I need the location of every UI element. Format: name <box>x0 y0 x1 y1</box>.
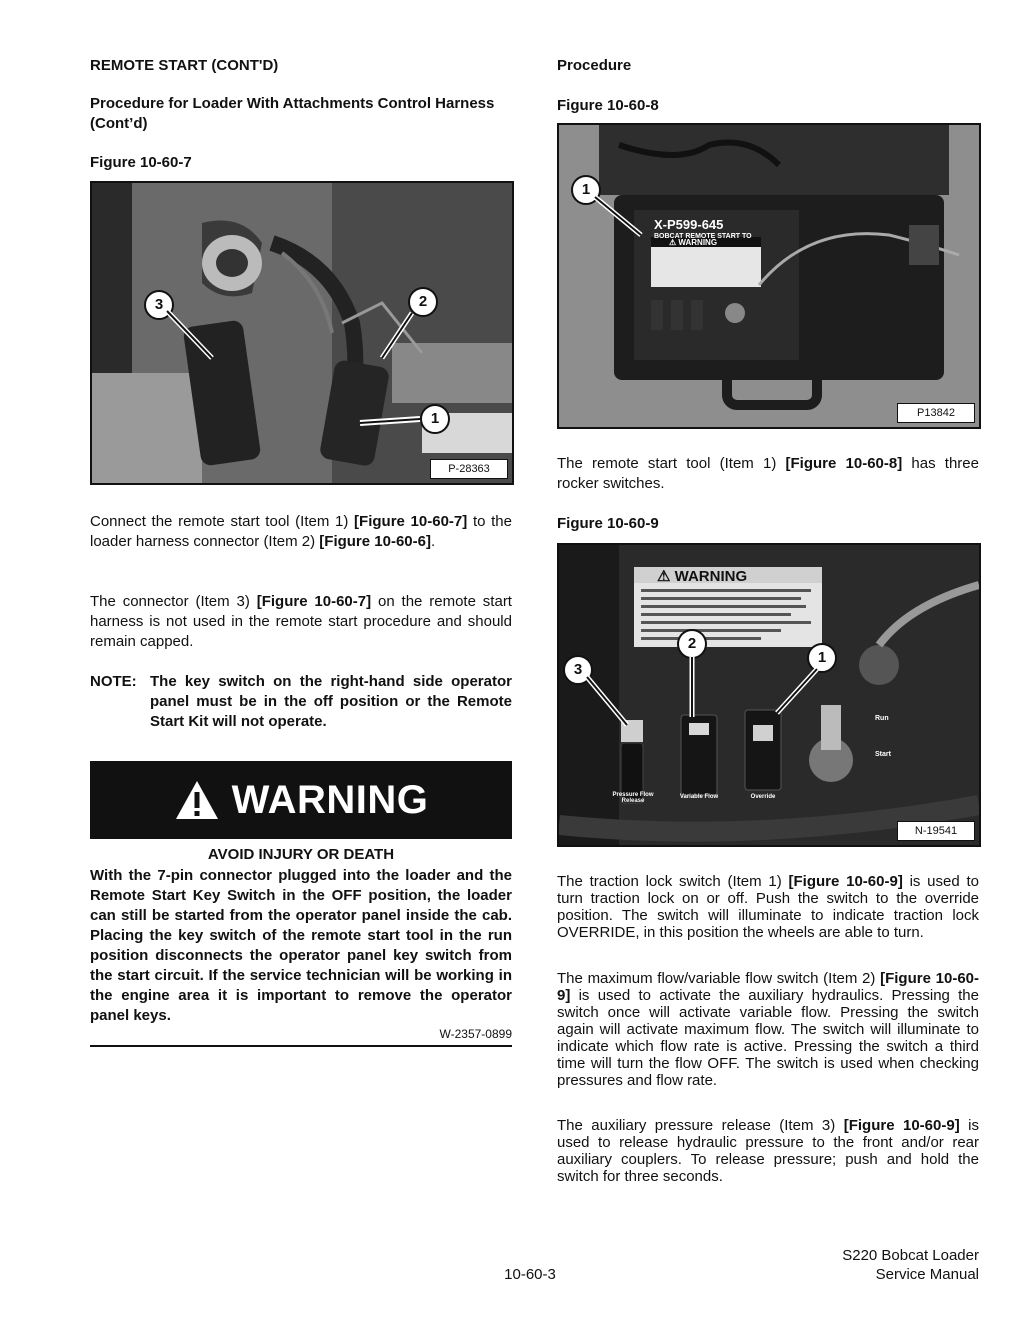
text: to the loader harness connector (Item 2) <box>90 513 512 550</box>
figure-ref: [Figure 10-60-8] <box>785 455 903 472</box>
sub-title: Procedure for Loader With Attachments Control Harness (Cont’d) <box>90 95 495 132</box>
figure-7-arrows <box>92 183 512 483</box>
figure-8-arrows <box>559 125 979 427</box>
figure-9-callout-2: 2 <box>677 629 707 659</box>
figure-ref: [Figure 10-60-9] <box>843 1117 960 1134</box>
warning-bottom-rule <box>90 1045 512 1047</box>
figure-8-code: P13842 <box>897 403 975 423</box>
figure-8-tool-sub: BOBCAT REMOTE START TO <box>654 233 752 240</box>
right-paragraph-1 <box>557 454 979 494</box>
warning-code: W-2357-0899 <box>439 1027 512 1041</box>
warning-heading: AVOID INJURY OR DEATH <box>207 846 395 863</box>
figure-ref: [Figure 10-60-9] <box>557 970 979 1004</box>
right-paragraph-2 <box>557 873 979 941</box>
text: The connector (Item 3) <box>90 593 257 610</box>
left-paragraph-1 <box>90 512 512 552</box>
text: is used to release hydraulic pressure to the front and/or rear auxiliary couplers. To release pressure; push and hold the switch for three seconds. <box>557 1117 979 1185</box>
procedure-title: Procedure <box>557 57 632 74</box>
figure-9-photo <box>557 543 981 847</box>
text: is used to activate the auxiliary hydraulics. Pressing the switch once will activate variable flow. Pressing the switch again will activate maximum flow. The switch will illuminate to indicate which flow rate is active. Pressing the switch a third time will turn the flow OFF. The switch is used when checking pressures and flow rate. <box>557 987 979 1089</box>
text: on the remote start harness is not used in the remote start procedure and should remain capped. <box>90 593 512 650</box>
text: has three rocker switches. <box>557 455 979 492</box>
note-text: The key switch on the right-hand side operator panel must be in the off position or the Remote Start Kit will not operate. <box>150 673 512 730</box>
figure-9-callout-1: 1 <box>807 643 837 673</box>
figure-7-callout-2: 2 <box>408 287 438 317</box>
figure-ref: [Figure 10-60-7] <box>354 513 468 530</box>
figure-ref: [Figure 10-60-9] <box>788 873 903 890</box>
right-paragraph-4 <box>557 1117 979 1185</box>
figure-9-callout-3: 3 <box>563 655 593 685</box>
section-title: REMOTE START (CONT'D) <box>90 57 279 74</box>
text: The auxiliary pressure release (Item 3) <box>557 1117 844 1134</box>
warning-banner <box>90 761 512 839</box>
page-number: 10-60-3 <box>504 1266 556 1283</box>
figure-8-callout-1: 1 <box>571 175 601 205</box>
figure-7-photo <box>90 181 514 485</box>
figure-9-key-label-run: Run <box>875 715 889 722</box>
figure-8-caption: Figure 10-60-8 <box>557 97 659 114</box>
figure-9-warning: ⚠ WARNING <box>657 568 748 585</box>
figure-7-code: P-28363 <box>430 459 508 479</box>
warning-body: With the 7-pin connector plugged into the loader and the Remote Start Key Switch in the OFF position, the loader can still be started from the operator panel inside the cab. Placing the key switch of the remote start tool in the run position disconnects the operator panel key switch from the start circuit. If the service technician will be working in the engine area it is important to remove the operator panel keys. <box>90 867 512 1024</box>
figure-9-switch-label-2: Variable Flow <box>679 794 719 800</box>
text: . <box>430 533 436 550</box>
figure-8-photo <box>557 123 981 429</box>
text: Connect the remote start tool (Item 1) <box>90 513 355 530</box>
footer-manual: Service Manual <box>875 1266 979 1283</box>
figure-8-tool-label: X-P599-645 <box>654 217 724 232</box>
text: The traction lock switch (Item 1) <box>557 873 789 890</box>
text: The remote start tool (Item 1) <box>557 455 786 472</box>
figure-8-warning-mini: ⚠ WARNING <box>669 238 718 247</box>
figure-9-arrows <box>559 545 979 845</box>
text: is used to turn traction lock on or off. Push the switch to the override position. The switch will illuminate to indicate traction lock OVERRIDE, in this position the wheels are able to turn. <box>557 873 979 941</box>
warning-banner-text: WARNING <box>231 777 429 822</box>
warning-triangle-icon <box>174 779 220 821</box>
figure-ref: [Figure 10-60-6] <box>319 533 431 550</box>
right-paragraph-3 <box>557 970 979 1089</box>
figure-7-callout-3: 3 <box>144 290 174 320</box>
figure-9-switch-label-1: Pressure Flow Release <box>612 792 654 804</box>
text: The maximum flow/variable flow switch (Item 2) <box>557 970 881 987</box>
figure-ref: [Figure 10-60-7] <box>256 593 372 610</box>
figure-9-code: N-19541 <box>897 821 975 841</box>
left-paragraph-2 <box>90 592 512 652</box>
figure-7-caption: Figure 10-60-7 <box>90 154 192 171</box>
note-label: NOTE: <box>90 673 137 690</box>
figure-9-key-label-start: Start <box>875 751 891 758</box>
figure-9-caption: Figure 10-60-9 <box>557 515 659 532</box>
figure-7-callout-1: 1 <box>420 404 450 434</box>
figure-9-switch-label-3: Override <box>750 794 776 800</box>
footer-product: S220 Bobcat Loader <box>842 1247 979 1264</box>
